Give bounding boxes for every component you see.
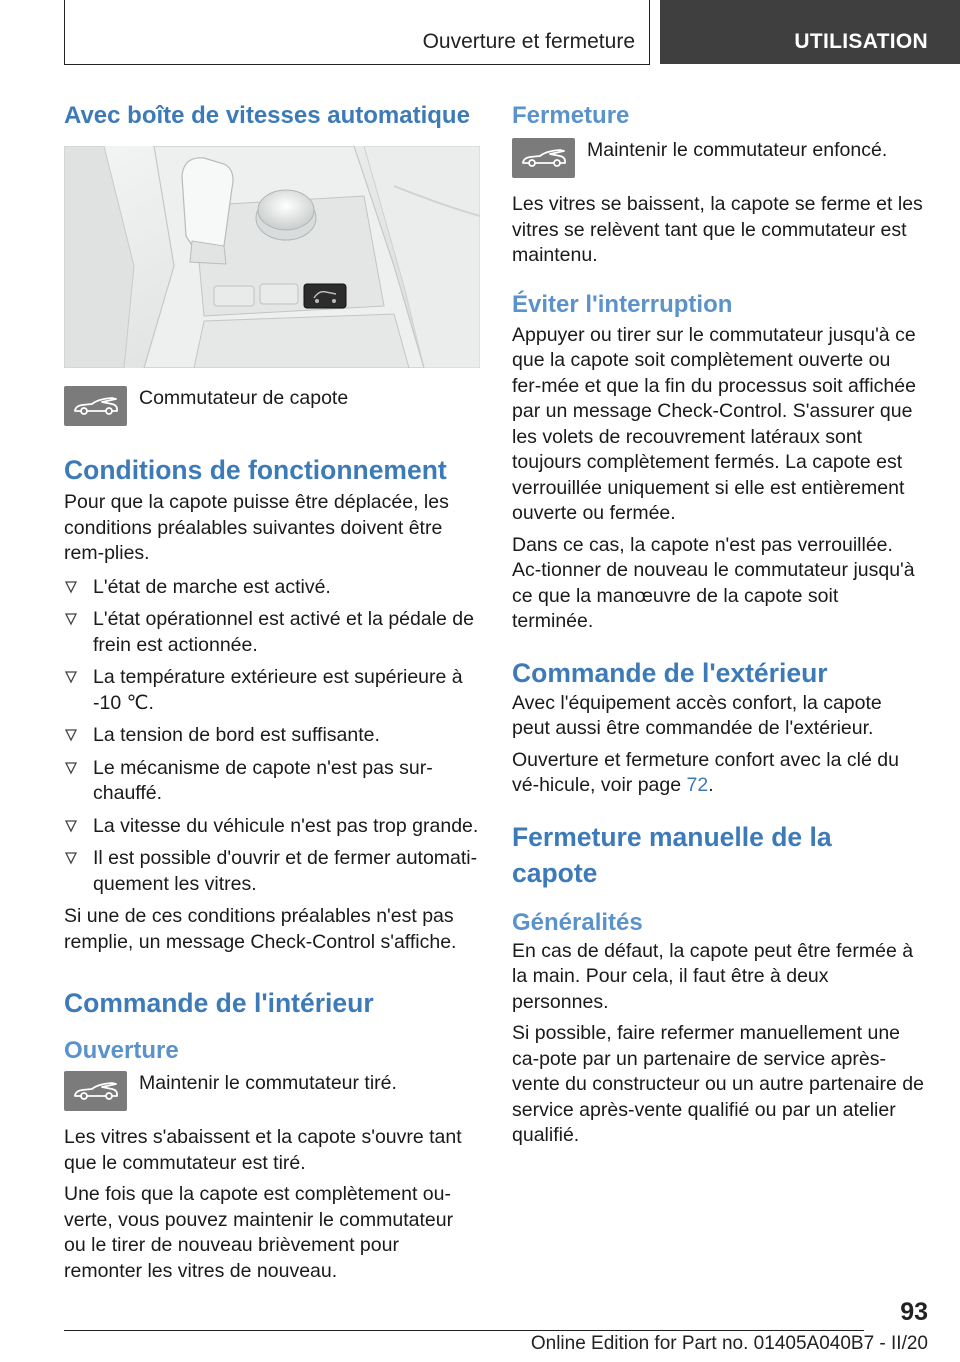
exterior-paragraph-1: Avec l'équipement accès confort, la capote peut aussi être commandée de l'extérieur. [512,691,882,739]
triangle-bullet-icon [64,670,78,684]
list-item: Il est possible d'ouvrir et de fermer automati‐quement les vitres. [64,846,480,897]
right-column [512,100,924,1149]
opening-instruction: Maintenir le commutateur tiré. [139,1072,397,1094]
general-paragraph-1: En cas de défaut, la capote peut être fermée à la main. Pour cela, il faut être à deux personnes. [512,939,914,1013]
conditions-intro: Pour que la capote puisse être déplacée, les conditions préalables suivantes doivent être rem‐plies. [64,491,449,564]
heading-opening: Ouverture [64,1037,179,1064]
closing-paragraph: Les vitres se baissent, la capote se ferme et les vitres se relèvent tant que le commutateur est maintenu. [512,193,923,266]
header-chapter-label: UTILISATION [794,30,928,53]
convertible-car-icon [64,386,127,426]
heading-automatic-gearbox: Avec boîte de vitesses automatique [64,102,470,129]
heading-interior-control: Commande de l'intérieur [64,988,374,1018]
conditions-list [64,575,480,898]
triangle-bullet-icon [64,612,78,626]
avoid-paragraph-2: Dans ce cas, la capote n'est pas verrouillée. Ac‐tionner de nouveau le commutateur jusqu'à ce que la manœuvre de la capote soit terminée. [512,533,915,632]
page-number: 93 [900,1298,928,1326]
list-item: La vitesse du véhicule n'est pas trop grande. [64,814,480,840]
list-item: L'état opérationnel est activé et la pédale de frein est actionnée. [64,607,480,658]
opening-paragraph-1: Les vitres s'abaissent et la capote s'ouvre tant que le commutateur est tiré. [64,1126,462,1174]
roof-switch-photo [64,146,480,368]
opening-icon-row [64,1071,480,1111]
list-item: Le mécanisme de capote n'est pas sur‐chauffé. [64,756,480,807]
exterior-paragraph-2: Ouverture et fermeture confort avec la clé du vé‐hicule, voir page 72. [512,748,899,796]
heading-exterior-control: Commande de l'extérieur [512,657,828,688]
header-rule-mid [649,0,650,64]
conditions-outro: Si une de ces conditions préalables n'est pas remplie, un message Check-Control s'affiche. [64,905,457,953]
photo-caption: Commutateur de capote [139,387,349,409]
photo-caption-row [64,386,480,426]
triangle-bullet-icon [64,580,78,594]
left-column [64,100,480,1284]
triangle-bullet-icon [64,819,78,833]
triangle-bullet-icon [64,851,78,865]
opening-paragraph-2: Une fois que la capote est complètement ou‐verte, vous pouvez maintenir le commutateur ou le tirer de nouveau brièvement pour remonter les vitres de nouveau. [64,1183,454,1282]
triangle-bullet-icon [64,728,78,742]
closing-instruction: Maintenir le commutateur enfoncé. [587,139,888,161]
page-72-link[interactable]: 72 [686,774,709,796]
heading-conditions: Conditions de fonctionnement [64,455,447,485]
closing-icon-row [512,138,924,178]
list-item: La tension de bord est suffisante. [64,723,480,749]
triangle-bullet-icon [64,761,78,775]
header-chapter-tab [660,0,960,64]
footer-rule [64,1330,864,1331]
footer-edition: Online Edition for Part no. 01405A040B7 - II/20 [530,1333,928,1354]
header-rule-bottom [64,64,650,65]
general-paragraph-2: Si possible, faire refermer manuellement une ca‐pote par un partenaire de service après-vente du constructeur ou un autre partenaire de service après-vente qualifié ou par un atelier qualifié. [512,1022,924,1146]
list-item: La température extérieure est supérieure à -10 ℃. [64,665,480,716]
convertible-car-icon [64,1071,127,1111]
heading-avoid-interruption: Éviter l'interruption [512,290,733,318]
heading-general: Généralités [512,908,643,936]
heading-closing: Fermeture [512,102,630,129]
list-item: L'état de marche est activé. [64,575,480,601]
header-section-title: Ouverture et fermeture [422,30,635,53]
avoid-paragraph-1: Appuyer ou tirer sur le commutateur jusqu'à ce que la capote soit complètement ouverte ou fer‐mée et que la fin du processus soit affichée par un message Check-Control. S'assurer que les volets de recouvrement latéraux sont toujours complètement fermés. La capote est verrouillée uniquement si elle est entièrement ouverte ou fermée. [512,323,916,524]
center-console-illustration [64,146,480,368]
heading-manual-closing: Fermeture manuelle de la capote [512,821,832,888]
convertible-car-icon [512,138,575,178]
